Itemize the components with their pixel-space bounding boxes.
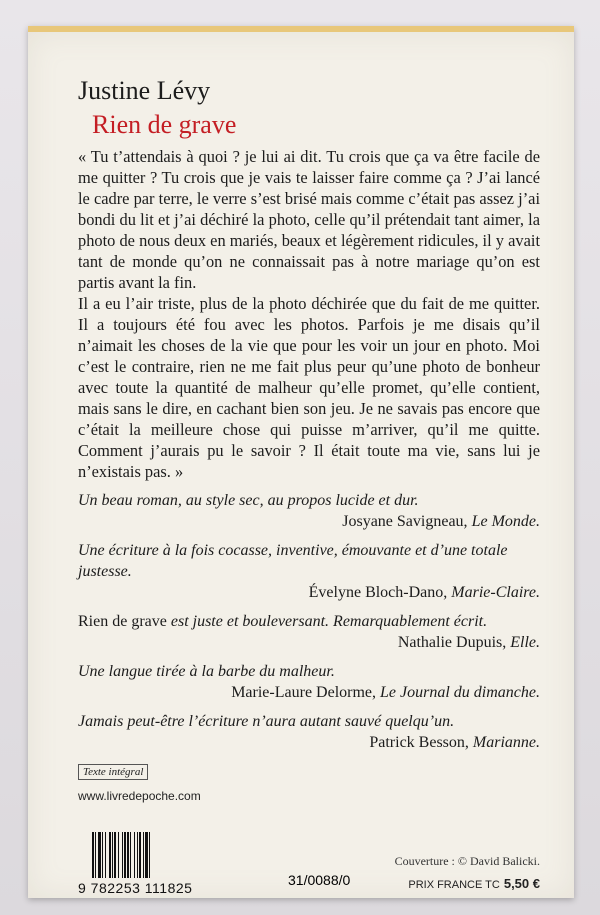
price <box>408 876 540 891</box>
cover-credit: Couverture : © David Balicki. <box>394 854 540 868</box>
review-author: Josyane Savigneau, <box>342 513 468 530</box>
review-2 <box>78 540 540 603</box>
review-publication: Le Journal du dimanche. <box>380 684 540 701</box>
excerpt <box>78 146 540 482</box>
review-author: Marie-Laure Delorme, <box>231 684 377 701</box>
review-quote: Une écriture à la fois cocasse, inventive, émouvante et d’une totale justesse. <box>78 542 508 580</box>
publisher-url: www.livredepoche.com <box>78 789 201 803</box>
cover-text <box>78 76 540 753</box>
cover-footer <box>78 762 540 902</box>
review-book-title: Rien de grave <box>78 613 167 630</box>
review-publication: Le Monde. <box>471 513 540 530</box>
barcode-bars <box>92 832 233 878</box>
book-title: Rien de grave <box>92 110 237 139</box>
review-author: Évelyne Bloch-Dano, <box>308 584 448 601</box>
book-back-cover <box>28 26 574 898</box>
review-publication: Marie-Claire. <box>451 584 540 601</box>
review-3 <box>78 611 540 653</box>
author-name: Justine Lévy <box>78 76 211 105</box>
catalog-code: 31/0088/0 <box>288 872 351 888</box>
excerpt-paragraph-1: « Tu t’attendais à quoi ? je lui ai dit. Tu crois que ça va être facile de me quitter ? Tu crois que je vais te laisser faire comme ça ? J’ai lancé le cadre par terre, le verre s’est brisé mais comme c’était pas assez j’ai bondi du lit et j’ai déchiré la photo, celle qu’il prétendait tant aimer, la photo de nous deux en mariés, beaux et légèrement ridicules, il y avait tant de monde qu’on ne connaissait pas à notre mariage qu’on est partis avant la fin. <box>78 147 540 292</box>
barcode-bar <box>150 832 152 878</box>
review-1 <box>78 490 540 532</box>
review-quote <box>78 611 540 632</box>
review-author: Patrick Besson, <box>369 734 469 751</box>
review-4 <box>78 661 540 703</box>
review-quote: Une langue tirée à la barbe du malheur. <box>78 663 335 680</box>
isbn-number: 9 782253 111825 <box>78 880 193 896</box>
review-quote-text: est juste et bouleversant. Remarquablement écrit. <box>166 613 488 630</box>
excerpt-paragraph-2: Il a eu l’air triste, plus de la photo déchirée que du fait de me quitter. Il a toujours été fou avec les photos. Parfois je me disais qu’il n’aimait les choses de la vie que pour les voir un jour en photo. Moi c’est le contraire, rien ne me fait plus peur qu’une photo de bonheur avec toute la quantité de malheur qu’elle promet, qu’elle contient, mais sans le dire, en cachant bien son jeu. Je ne savais pas encore que c’était la meilleure chose qui puisse m’arriver, qu’il me quitte. Comment j’aurais pu le savoir ? Il était toute ma vie, sans lui je n’existais pas. » <box>78 294 540 481</box>
review-source <box>78 632 540 653</box>
review-publication: Marianne. <box>472 734 540 751</box>
review-source <box>78 732 540 753</box>
review-source <box>78 682 540 703</box>
review-quote: Un beau roman, au style sec, au propos lucide et dur. <box>78 492 419 509</box>
barcode <box>78 832 233 896</box>
review-author: Nathalie Dupuis, <box>397 634 507 651</box>
review-quote: Jamais peut-être l’écriture n’aura autant sauvé quelqu’un. <box>78 713 455 730</box>
review-source <box>78 582 540 603</box>
texte-integral-badge: Texte intégral <box>78 764 148 780</box>
review-5 <box>78 711 540 753</box>
review-publication: Elle. <box>510 634 540 651</box>
price-value: 5,50 € <box>503 876 540 891</box>
price-label: PRIX FRANCE TC <box>408 879 500 891</box>
review-source <box>78 511 540 532</box>
